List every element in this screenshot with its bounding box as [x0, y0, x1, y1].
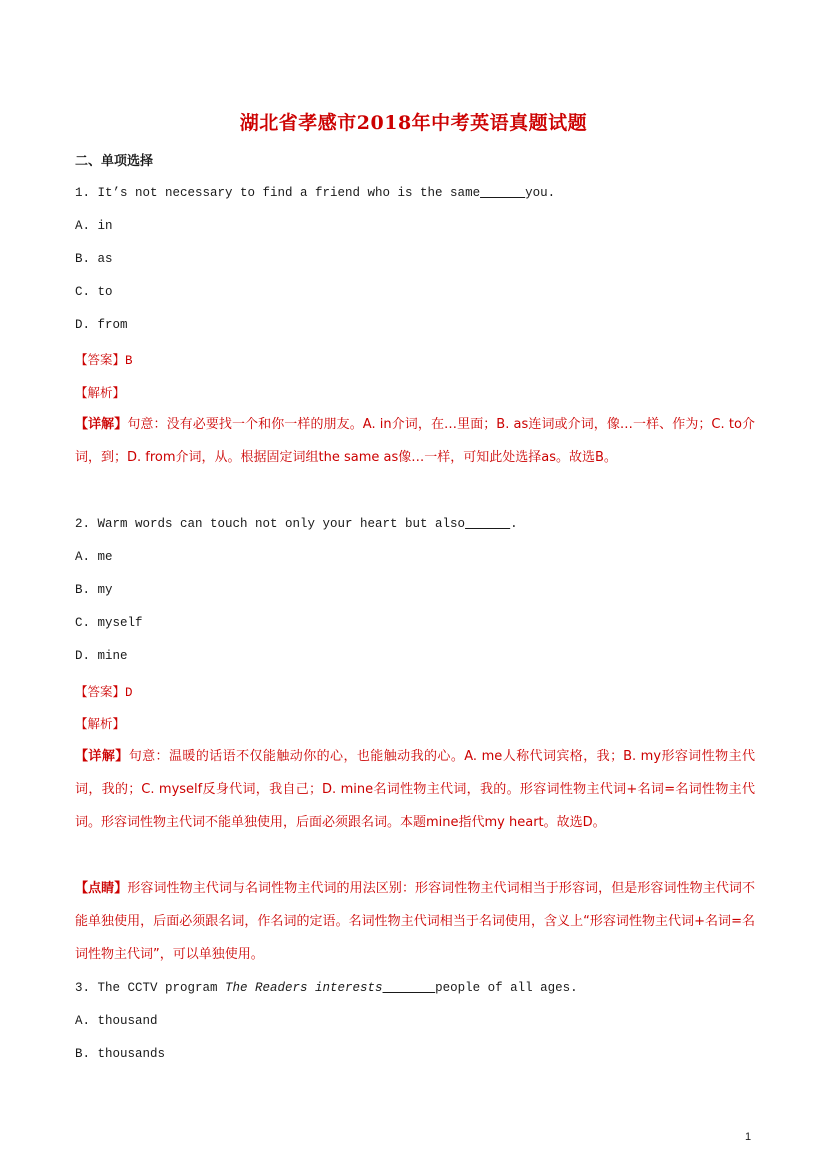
answer-tag: 【答案】: [75, 684, 126, 699]
question-1-option-c: C. to: [75, 285, 113, 299]
question-2-option-b: B. my: [75, 583, 113, 597]
question-3-blank: _______: [382, 981, 436, 995]
detail-tag: 【详解】: [75, 417, 128, 432]
question-2-point: [75, 872, 755, 971]
detail-text: 句意：没有必要找一个和你一样的朋友。A. in介词，在…里面；B. as连词或介词，像…一样、作为；C. to介词，到；D. from介词，从。根据固定词组the same as像…一样，可知此处选择as。故选B。: [75, 417, 755, 465]
point-text: 形容词性物主代词与名词性物主代词的用法区别：形容词性物主代词相当于形容词，但是形容词性物主代词不能单独使用，后面必须跟名词，作名词的定语。名词性物主代词相当于名词使用，含义上“形容词性物主代词+名词=名词性物主代词”，可以单独使用。: [75, 881, 755, 962]
question-2-option-c: C. myself: [75, 616, 143, 630]
question-1-text-a: 1. It’s not necessary to find a friend who is the same: [75, 186, 481, 200]
answer-value: D: [125, 686, 133, 700]
question-3-text-b: people of all ages.: [435, 981, 578, 995]
detail-text: 句意：温暖的话语不仅能触动你的心，也能触动我的心。A. me人称代词宾格，我；B. my形容词性物主代词，我的；C. myself反身代词，我自己；D. mine名词性物主代词，我的。形容词性物主代词+名词=名词性物主代词。形容词性物主代词不能单独使用，后面必须跟名词。本题mine指代my heart。故选D。: [75, 749, 755, 830]
question-3-program-name: The Readers interests: [225, 981, 383, 995]
section-heading: 二、单项选择: [75, 154, 154, 169]
question-2-stem: [75, 517, 518, 531]
question-2-option-a: A. me: [75, 550, 113, 564]
question-2-text-a: 2. Warm words can touch not only your heart but also: [75, 517, 466, 531]
question-1-option-a: A. in: [75, 219, 113, 233]
question-2-option-d: D. mine: [75, 649, 128, 663]
question-1-text-b: you.: [525, 186, 556, 200]
question-2-answer: [75, 682, 133, 700]
detail-tag: 【详解】: [75, 749, 129, 764]
question-1-analysis-tag: 【解析】: [75, 385, 126, 400]
page-title: 湖北省孝感市2018年中考英语真题试题: [239, 112, 588, 134]
question-2-blank: ______: [465, 517, 511, 531]
question-2-analysis-tag: 【解析】: [75, 716, 126, 731]
point-tag: 【点睛】: [75, 881, 128, 896]
question-1-detail: [75, 408, 755, 474]
question-3-option-a: A. thousand: [75, 1014, 158, 1028]
answer-value: B: [125, 354, 133, 368]
question-1-option-d: D. from: [75, 318, 128, 332]
question-2-detail: [75, 740, 755, 839]
answer-tag: 【答案】: [75, 352, 126, 367]
question-3-option-b: B. thousands: [75, 1047, 166, 1061]
question-1-stem: [75, 186, 555, 200]
question-3-stem: [75, 981, 578, 995]
question-1-answer: [75, 350, 133, 368]
question-1-blank: ______: [480, 186, 526, 200]
question-1-option-b: B. as: [75, 252, 113, 266]
question-2-text-b: .: [510, 517, 518, 531]
question-3-text-a: 3. The CCTV program: [75, 981, 226, 995]
page-number: 1: [745, 1131, 752, 1143]
